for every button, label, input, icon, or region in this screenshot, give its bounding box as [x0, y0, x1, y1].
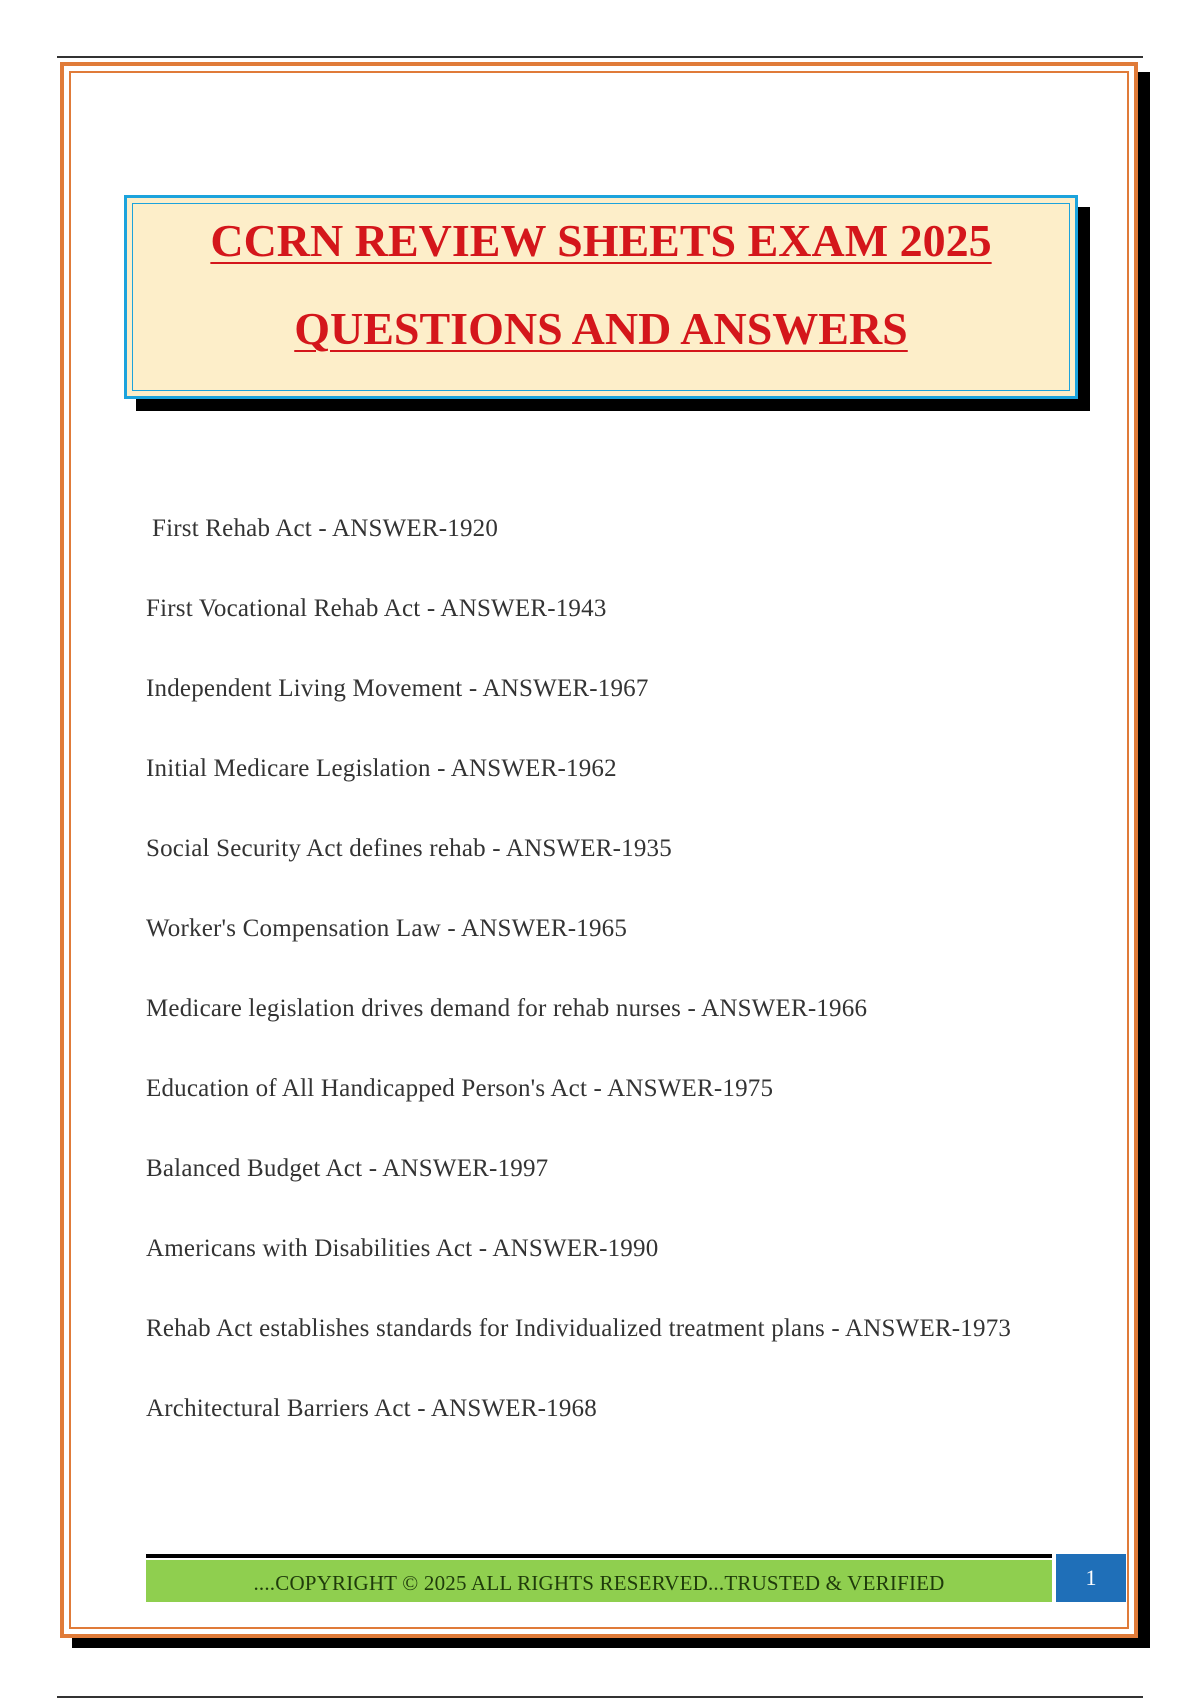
qa-item: First Rehab Act - ANSWER-1920: [152, 515, 499, 542]
qa-item: Worker's Compensation Law - ANSWER-1965: [146, 915, 628, 942]
top-rule: [57, 56, 1143, 58]
qa-item: Initial Medicare Legislation - ANSWER-1962: [146, 755, 617, 782]
document-title-line-2: QUESTIONS AND ANSWERS: [294, 303, 908, 354]
qa-item: Independent Living Movement - ANSWER-1967: [146, 675, 649, 702]
footer-copyright-bar: ....COPYRIGHT © 2025 ALL RIGHTS RESERVED...TRUSTED & VERIFIED: [146, 1560, 1052, 1602]
qa-list: [146, 497, 1046, 1457]
bottom-rule: [57, 1696, 1143, 1698]
page-number: 1: [1056, 1554, 1126, 1602]
qa-item: First Vocational Rehab Act - ANSWER-1943: [146, 595, 607, 622]
qa-item: Social Security Act defines rehab - ANSWER-1935: [146, 835, 672, 862]
footer-rule: [146, 1554, 1052, 1558]
qa-item: Education of All Handicapped Person's Act - ANSWER-1975: [146, 1075, 774, 1102]
qa-item: Americans with Disabilities Act - ANSWER-1990: [146, 1235, 659, 1262]
qa-item: Architectural Barriers Act - ANSWER-1968: [146, 1395, 597, 1422]
qa-item: Balanced Budget Act - ANSWER-1997: [146, 1155, 549, 1182]
title-box: [124, 195, 1078, 399]
document-title-line-1: CCRN REVIEW SHEETS EXAM 2025: [210, 215, 992, 266]
qa-item: Medicare legislation drives demand for rehab nurses - ANSWER-1966: [146, 995, 868, 1022]
qa-item: Rehab Act establishes standards for Individualized treatment plans - ANSWER-1973: [146, 1315, 1012, 1342]
